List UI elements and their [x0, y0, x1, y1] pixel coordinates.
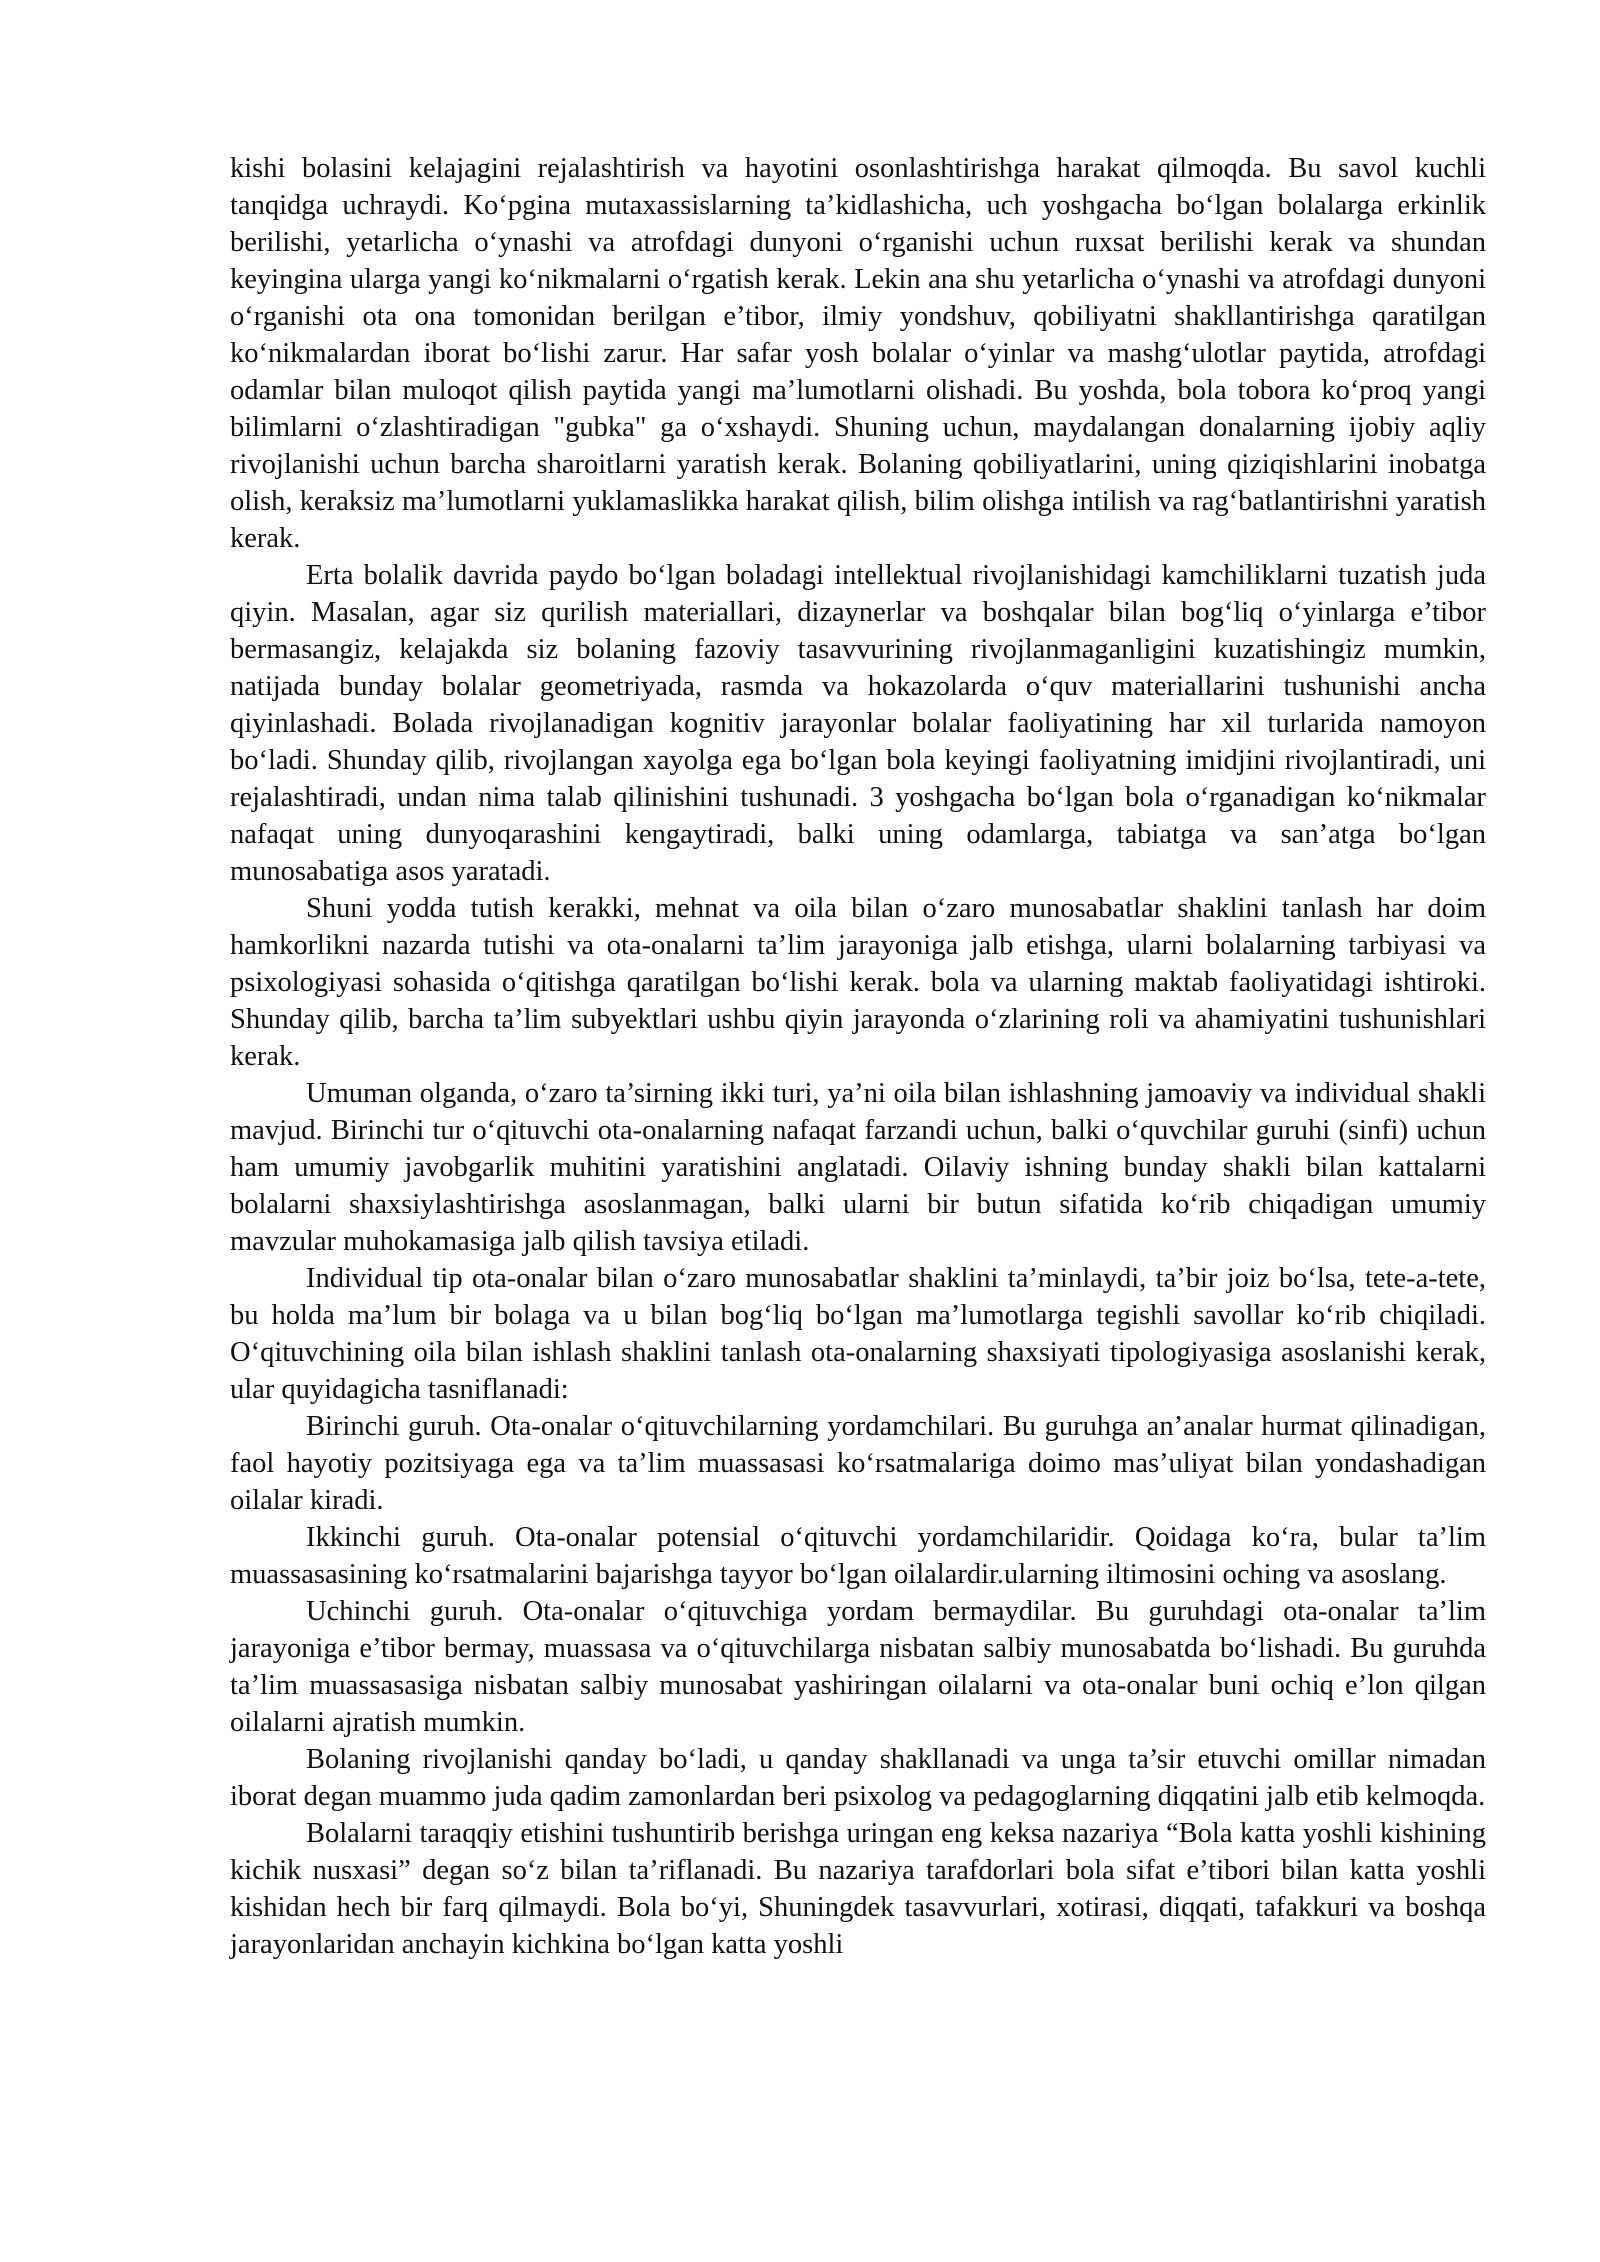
- document-page: [230, 150, 1486, 1963]
- paragraph-continuation: kishi bolasini kelajagini rejalashtirish va hayotini osonlashtirishga harakat qilmoqda. Bu savol kuchli tanqidga uchraydi. Ko‘pgina mutaxassislarning ta’kidlashicha, uch yoshgacha bo‘lgan bolalarga erkinlik berilishi, yetarlicha o‘ynashi va atrofdagi dunyoni o‘rganishi uchun ruxsat berilishi kerak va shundan keyingina ularga yangi ko‘nikmalarni o‘rgatish kerak. Lekin ana shu yetarlicha o‘ynashi va atrofdagi dunyoni o‘rganishi ota ona tomonidan berilgan e’tibor, ilmiy yondshuv, qobiliyatni shakllantirishga qaratilgan ko‘nikmalardan iborat bo‘lishi zarur. Har safar yosh bolalar o‘yinlar va mashg‘ulotlar paytida, atrofdagi odamlar bilan muloqot qilish paytida yangi ma’lumotlarni olishadi. Bu yoshda, bola tobora ko‘proq yangi bilimlarni o‘zlashtiradigan "gubka" ga o‘xshaydi. Shuning uchun, maydalangan donalarning ijobiy aqliy rivojlanishi uchun barcha sharoitlarni yaratish kerak. Bolaning qobiliyatlarini, uning qiziqishlarini inobatga olish, keraksiz ma’lumotlarni yuklamaslikka harakat qilish, bilim olishga intilish va rag‘batlantirishni yaratish kerak.: [230, 153, 1486, 554]
- paragraph: Ikkinchi guruh. Ota-onalar potensial o‘qituvchi yordamchilaridir. Qoidaga ko‘ra, bular ta’lim muassasasining ko‘rsatmalarini bajarishga tayyor bo‘lgan oilalardir.ularning iltimosini oching va asoslang.: [230, 1522, 1486, 1590]
- paragraph: Individual tip ota-onalar bilan o‘zaro munosabatlar shaklini ta’minlaydi, ta’bir joiz bo‘lsa, tete-a-tete, bu holda ma’lum bir bolaga va u bilan bog‘liq bo‘lgan ma’lumotlarga tegishli savollar ko‘rib chiqiladi. O‘qituvchining oila bilan ishlash shaklini tanlash ota-onalarning shaxsiyati tipologiyasiga asoslanishi kerak, ular quyidagicha tasniflanadi:: [230, 1263, 1486, 1405]
- paragraph: Umuman olganda, o‘zaro ta’sirning ikki turi, ya’ni oila bilan ishlashning jamoaviy va individual shakli mavjud. Birinchi tur o‘qituvchi ota-onalarning nafaqat farzandi uchun, balki o‘quvchilar guruhi (sinfi) uchun ham umumiy javobgarlik muhitini yaratishini anglatadi. Oilaviy ishning bunday shakli bilan kattalarni bolalarni shaxsiylashtirishga asoslanmagan, balki ularni bir butun sifatida ko‘rib chiqadigan umumiy mavzular muhokamasiga jalb qilish tavsiya etiladi.: [230, 1078, 1486, 1257]
- paragraph: Bolaning rivojlanishi qanday bo‘ladi, u qanday shakllanadi va unga ta’sir etuvchi omillar nimadan iborat degan muammo juda qadim zamonlardan beri psixolog va pedagoglarning diqqatini jalb etib kelmoqda.: [230, 1744, 1486, 1812]
- paragraph: Birinchi guruh. Ota-onalar o‘qituvchilarning yordamchilari. Bu guruhga an’analar hurmat qilinadigan, faol hayotiy pozitsiyaga ega va ta’lim muassasasi ko‘rsatmalariga doimo mas’uliyat bilan yondashadigan oilalar kiradi.: [230, 1411, 1486, 1516]
- paragraph: Uchinchi guruh. Ota-onalar o‘qituvchiga yordam bermaydilar. Bu guruhdagi ota-onalar ta’lim jarayoniga e’tibor bermay, muassasa va o‘qituvchilarga nisbatan salbiy munosabatda bo‘lishadi. Bu guruhda ta’lim muassasasiga nisbatan salbiy munosabat yashiringan oilalarni va ota-onalar buni ochiq e’lon qilgan oilalarni ajratish mumkin.: [230, 1596, 1486, 1738]
- paragraph: Bolalarni taraqqiy etishini tushuntirib berishga uringan eng keksa nazariya “Bola katta yoshli kishining kichik nusxasi” degan so‘z bilan ta’riflanadi. Bu nazariya tarafdorlari bola sifat e’tibori bilan katta yoshli kishidan hech bir farq qilmaydi. Bola bo‘yi, Shuningdek tasavvurlari, xotirasi, diqqati, tafakkuri va boshqa jarayonlaridan anchayin kichkina bo‘lgan katta yoshli: [230, 1818, 1486, 1960]
- paragraph: Shuni yodda tutish kerakki, mehnat va oila bilan o‘zaro munosabatlar shaklini tanlash har doim hamkorlikni nazarda tutishi va ota-onalarni ta’lim jarayoniga jalb etishga, ularni bolalarning tarbiyasi va psixologiyasi sohasida o‘qitishga qaratilgan bo‘lishi kerak. bola va ularning maktab faoliyatidagi ishtiroki. Shunday qilib, barcha ta’lim subyektlari ushbu qiyin jarayonda o‘zlarining roli va ahamiyatini tushunishlari kerak.: [230, 893, 1486, 1072]
- paragraph: Erta bolalik davrida paydo bo‘lgan boladagi intellektual rivojlanishidagi kamchiliklarni tuzatish juda qiyin. Masalan, agar siz qurilish materiallari, dizaynerlar va boshqalar bilan bog‘liq o‘yinlarga e’tibor bermasangiz, kelajakda siz bolaning fazoviy tasavvurining rivojlanmaganligini kuzatishingiz mumkin, natijada bunday bolalar geometriyada, rasmda va hokazolarda o‘quv materiallarini tushunishi ancha qiyinlashadi. Bolada rivojlanadigan kognitiv jarayonlar bolalar faoliyatining har xil turlarida namoyon bo‘ladi. Shunday qilib, rivojlangan xayolga ega bo‘lgan bola keyingi faoliyatning imidjini rivojlantiradi, uni rejalashtiradi, undan nima talab qilinishini tushunadi. 3 yoshgacha bo‘lgan bola o‘rganadigan ko‘nikmalar nafaqat uning dunyoqarashini kengaytiradi, balki uning odamlarga, tabiatga va san’atga bo‘lgan munosabatiga asos yaratadi.: [230, 560, 1486, 887]
